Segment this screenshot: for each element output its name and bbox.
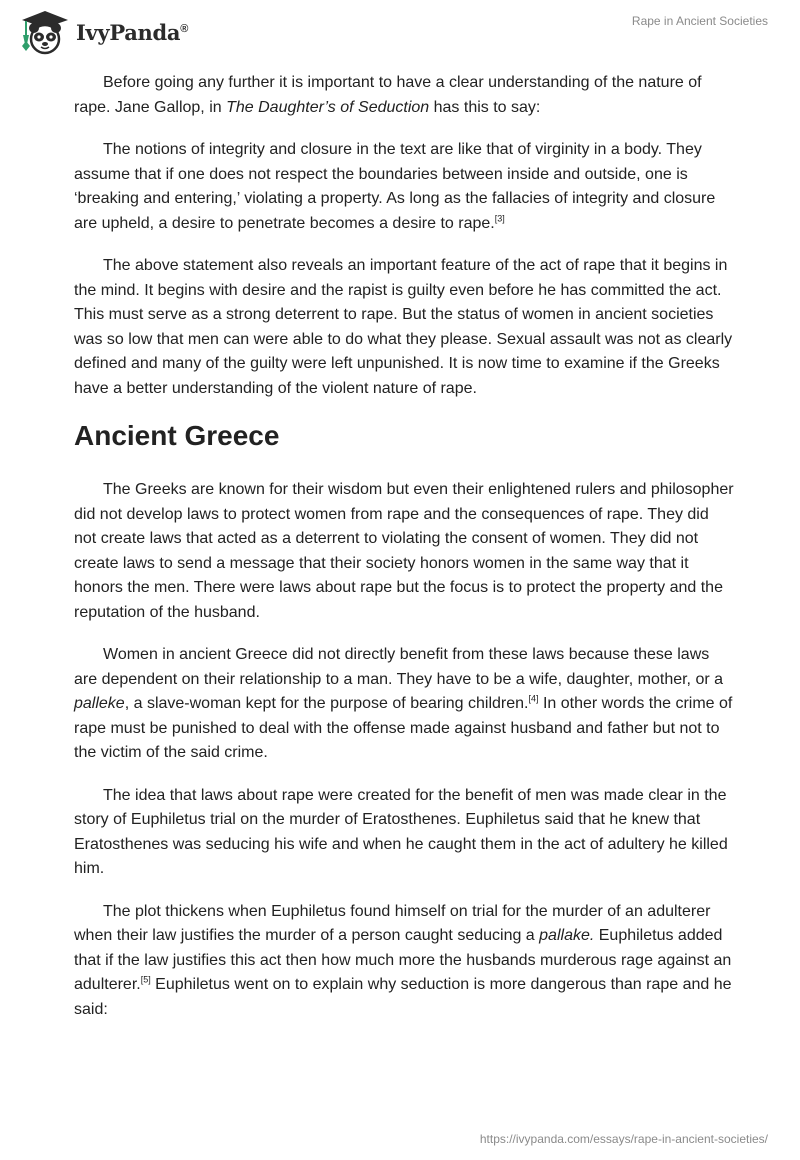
block-quote: The notions of integrity and closure in the text are like that of virginity in a body. They assume that if one does not respect the boundaries between inside and outside, one is ‘breaking and entering,’ violating a property. As long as the fallacies of integrity and closure are upheld, a desire to penetrate becomes a desire to rape.[3]	[74, 141, 716, 232]
paragraph: Before going any further it is important to have a clear understanding of the nature of rape. Jane Gallop, in The Daughter’s of Seduction has this to say:	[74, 74, 702, 116]
paragraph: The above statement also reveals an important feature of the act of rape that it begins in the mind. It begins with desire and the rapist is guilty even before he has committed the act. This must serve as a strong deterrent to rape. But the status of women in ancient societies was so low that men can were able to do what they please. Sexual assault was not as clearly defined and many of the guilty were left unpunished. It is now time to examine if the Greeks have a better understanding of the violent nature of rape.	[74, 257, 733, 397]
panda-graduate-icon	[14, 8, 72, 56]
citation-ref[interactable]: [3]	[494, 213, 505, 224]
document-title: Rape in Ancient Societies	[631, 14, 768, 28]
paragraph: The idea that laws about rape were created for the benefit of men was made clear in the story of Euphiletus trial on the murder of Eratosthenes. Euphiletus said that he knew that Eratosthenes was seducing his wife and when he caught them in the act of adultery he killed him.	[74, 786, 728, 877]
essay-body	[74, 71, 734, 1040]
paragraph: The Greeks are known for their wisdom but even their enlightened rulers and philosopher did not develop laws to protect women from rape and the consequences of rape. They did not create laws that acted as a deterrent to violating the consent of women. They did not create laws to send a message that their society honors women in the same way that it honors the men. There were laws about rape but the focus is to protect the property and the reputation of the husband.	[74, 481, 734, 621]
paragraph: Women in ancient Greece did not directly benefit from these laws because these laws are dependent on their relationship to a man. They have to be a wife, daughter, mother, or a palleke, a slave-woman kept for the purpose of bearing children.[4] In other words the crime of rape must be punished to deal with the offense made against husband and father but not to the victim of the said crime.	[74, 646, 733, 761]
citation-ref[interactable]: [4]	[528, 693, 539, 704]
page-header	[0, 0, 800, 60]
paragraph: The plot thickens when Euphiletus found himself on trial for the murder of an adulterer when their law justifies the murder of a person caught seducing a pallake. Euphiletus added that if the law justifies this act then how much more the husbands murderous rage against an adulterer.[5] Euphiletus went on to explain why seduction is more dangerous than rape and he said:	[74, 902, 732, 1018]
section-heading: Ancient Greece	[74, 420, 280, 451]
brand-logo[interactable]	[14, 8, 188, 56]
citation-ref[interactable]: [5]	[140, 974, 151, 985]
source-url[interactable]: https://ivypanda.com/essays/rape-in-ancient-societies/	[479, 1132, 768, 1146]
brand-name: IvyPanda®	[76, 19, 189, 45]
